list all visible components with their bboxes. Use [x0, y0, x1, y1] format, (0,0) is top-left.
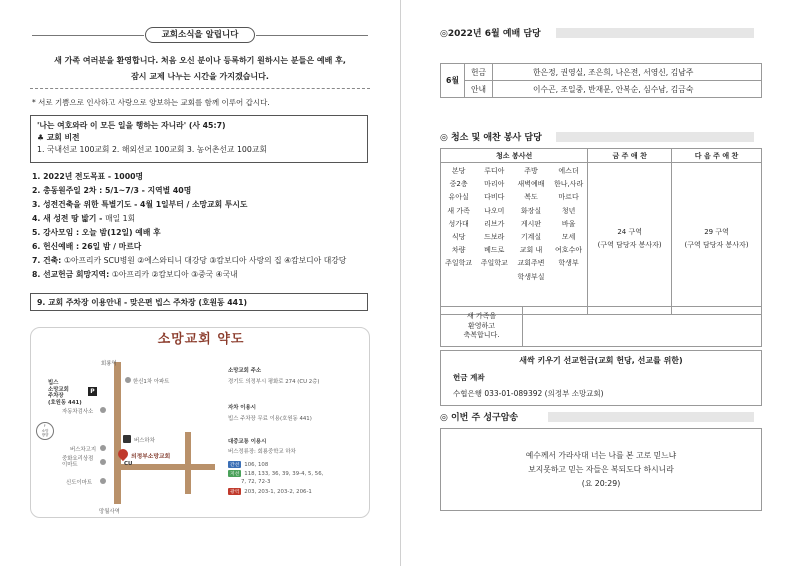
list-item: 2. 총동원주일 2차 : 5/1~7/3 - 지역별 40명 [32, 186, 192, 195]
title-bar [556, 28, 754, 38]
bus-icon [123, 435, 131, 443]
south-label: 망월사역 [99, 509, 120, 515]
next-week-team: 29 구역 (구역 담당자 봉사자) [672, 163, 762, 315]
bus-line: 7, 72, 72-3 [241, 479, 271, 485]
duty-names: 이수곤, 조일중, 반재문, 안복순, 심수남, 김금숙 [493, 81, 762, 98]
mission-account: 수협은행 033-01-089392 (의정부 소망교회) [453, 389, 604, 398]
vision-box [30, 115, 368, 163]
notice-title: 교회소식을 알립니다 [145, 27, 255, 43]
clean-col-area: 주방 새벽예배 복도 화장실 게시판 기계실 교회 내 교회주변 학생부실 [512, 163, 550, 315]
duty-names: 한은정, 권영실, 조은희, 나은전, 서영신, 김남주 [493, 64, 762, 81]
mission-title: 새싹 키우기 선교헌금(교회 헌당, 선교를 위한) [519, 356, 683, 365]
list-item: 4. 새 성전 땅 밟기 - 매일 1회 [32, 214, 136, 223]
apartment-icon [125, 377, 131, 383]
side-road [185, 432, 191, 494]
compass-icon: ↑ 소망 방향 [36, 422, 54, 440]
this-week-header: 금 주 애 찬 [588, 149, 672, 163]
list-item: 8. 선교헌금 회망지역: ①아프리카 ②캄보디아 ③중국 ④국내 [32, 270, 238, 279]
verse-title: ◎ 이번 주 성구암송 [440, 413, 519, 423]
bus-badge: 지선 [230, 472, 240, 477]
landmark-icon [100, 407, 106, 413]
new-family-label: 새 가족을 환영하고 축복합니다. [441, 307, 523, 347]
bus-line: 광역 203, 203-1, 203-2, 206-1 [230, 489, 312, 495]
clean-header: 청소 봉사선 [441, 149, 588, 163]
clean-col-area: 본당 중2층 유아실 새 가족 성가대 식당 차량 주일학교 [441, 163, 477, 315]
verse-ref: (요 20:29) [581, 479, 621, 488]
info-bus-title: 대중교통 이용시 [228, 439, 267, 445]
parking-notice: 9. 교회 주차장 이용안내 - 맞은편 빕스 주차장 (호원동 441) [30, 293, 368, 311]
apartment-label: 한신1차 아파트 [133, 379, 170, 385]
list-item: 3. 성전건축을 위한 특별기도 - 4월 1일부터 / 소망교회 투시도 [32, 200, 248, 209]
vision-title: ♣ 교회 비전 [37, 133, 80, 142]
vips-parking-label: 빕스 소망교회 주차장 (호원동 441) [48, 380, 82, 406]
welcome-line-1: 새 가족 여러분을 환영합니다. 처음 오신 분이나 등록하기 원하시는 분들은 예배 후, [54, 56, 346, 65]
map-label: 버스차고지 [70, 447, 97, 453]
cu-label: CU [124, 461, 133, 467]
north-label: 회룡역 [101, 361, 117, 367]
clean-col-group: 루디아 마리아 다비다 나오미 리브가 드보라 베드로 주일학교 [476, 163, 512, 315]
bus-line: 간선 106, 108 [230, 462, 269, 468]
map-label: 자동차검사소 [62, 409, 94, 415]
main-road [114, 362, 121, 504]
info-bus: 버스정류장: 회룡중학교 하차 [228, 449, 296, 455]
landmark-icon [100, 478, 106, 484]
map-title: 소망교회 약도 [157, 332, 245, 347]
info-car: 빕스 주차장 무료 이용(호원동 441) [228, 416, 312, 422]
landmark-icon [100, 445, 106, 451]
title-rule-left [32, 35, 144, 36]
map-label: 신도이마트 [66, 480, 93, 486]
mission-box [440, 350, 762, 406]
clean-title: ◎ 청소 및 애찬 봉사 담당 [440, 133, 542, 143]
bus-badge: 광역 [230, 490, 240, 495]
title-bar [556, 132, 754, 142]
title-rule-right [256, 35, 368, 36]
bus-badge: 간선 [230, 463, 240, 468]
list-item: 5. 강사모임 : 오늘 밤(12일) 예배 후 [32, 228, 161, 237]
duty-title: ◎2022년 6월 예배 담당 [440, 29, 541, 39]
list-item: 6. 헌신예배 : 26일 밤 / 마르다 [32, 242, 142, 251]
verse-box [440, 428, 762, 511]
info-address: 경기도 의정부시 평화로 274 (CU 2층) [228, 379, 320, 385]
info-address-title: 소망교회 주소 [228, 368, 262, 374]
church-map-label: 의정부소망교회 [131, 454, 171, 460]
vision-items: 1. 국내선교 100교회 2. 해외선교 100교회 3. 농어촌선교 100교회 [37, 145, 267, 154]
list-item: 1. 2022년 전도목표 - 1000명 [32, 172, 144, 181]
bus-stop-label: 버스하차 [134, 438, 155, 444]
new-family-table [440, 306, 762, 347]
list-item: 7. 건축: ①아프리카 SCU병원 ②에스와티니 대강당 ③캄보디아 사랑의 집 ④캄보디아 대강당 [32, 256, 347, 265]
note: * 서로 기쁨으로 인사하고 사랑으로 양보하는 교회를 함께 이루어 갑시다. [32, 98, 270, 107]
map-box [30, 327, 370, 518]
clean-col-group: 에스더 한나,사라 마르다 청년 바울 모세 여호수아 학생부 [550, 163, 588, 315]
divider [30, 88, 370, 89]
duty-table [440, 63, 762, 98]
duty-role: 헌금 [465, 64, 493, 81]
verse-line: 예수께서 가라사대 너는 나를 본 고로 믿느냐 [525, 451, 677, 460]
parking-icon: P [88, 387, 97, 396]
map-label: 중화요리상점 이마트 [62, 456, 94, 468]
cross-road [121, 464, 215, 470]
verse-line: 보지못하고 믿는 자들은 복되도다 하시니라 [528, 465, 674, 474]
news-list [32, 170, 372, 282]
title-bar [548, 412, 754, 422]
vision-verse: '나는 여호와라 이 모든 일을 행하는 자니라' (사 45:7) [37, 121, 226, 130]
bus-line: 지선 118, 133, 36, 39, 39-4, 5, 56, [230, 471, 324, 477]
page-fold [400, 0, 401, 566]
next-week-header: 다 음 주 애 찬 [672, 149, 762, 163]
landmark-icon [100, 459, 106, 465]
duty-role: 안내 [465, 81, 493, 98]
clean-table [440, 148, 762, 315]
welcome-line-2: 잠시 교제 나누는 시간을 가지겠습니다. [131, 72, 269, 81]
duty-month: 6월 [441, 64, 465, 98]
info-car-title: 자차 이용시 [228, 405, 256, 411]
this-week-team: 24 구역 (구역 담당자 봉사자) [588, 163, 672, 315]
mission-label: 헌금 계좌 [453, 373, 485, 382]
new-family-names [523, 307, 762, 347]
